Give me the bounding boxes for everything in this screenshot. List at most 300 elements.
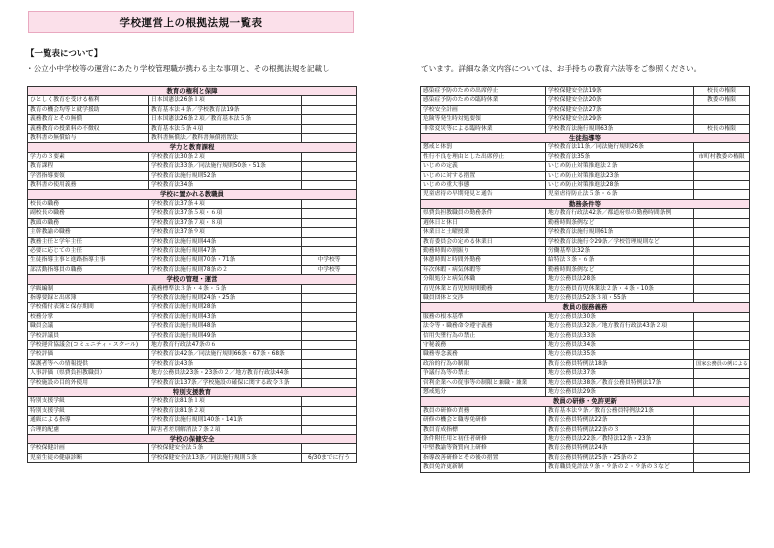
note-cell xyxy=(302,369,357,378)
table-row xyxy=(421,312,750,321)
table-row xyxy=(421,388,750,397)
matter-cell: 服務の根本基準 xyxy=(421,312,546,321)
matter-cell: 守秘義務 xyxy=(421,340,546,349)
matter-cell: いじめの重大事態 xyxy=(421,181,546,190)
matter-cell: ひとしく教育を受ける権利 xyxy=(28,96,149,105)
section-header-row xyxy=(28,143,357,152)
matter-cell: 児童虐待の早期発見と通告 xyxy=(421,190,546,199)
table-row xyxy=(28,134,357,143)
law-cell: 地方公務員法22条／教特法12条・23条 xyxy=(546,435,694,444)
table-row xyxy=(421,96,750,105)
matter-cell: 部活動指導員の職務 xyxy=(28,265,149,274)
law-cell: 教育公務員特例法24条 xyxy=(546,444,694,453)
law-cell: 学校教育法施行規則24条・25条 xyxy=(149,293,302,302)
section-title: 学校に置かれる教職員 xyxy=(28,190,357,199)
matter-cell: 校長の職務 xyxy=(28,199,149,208)
note-cell: 6/30までに行う xyxy=(302,453,357,462)
law-cell: 学校教育法施行規則28条 xyxy=(149,303,302,312)
note-cell xyxy=(302,406,357,415)
table-row xyxy=(421,463,750,472)
note-cell: 教委の権限 xyxy=(694,96,750,105)
note-cell xyxy=(302,115,357,124)
section-title: 勤務条件等 xyxy=(421,199,750,208)
law-cell: 学校教育法施行規則61条 xyxy=(546,228,694,237)
law-cell: 地方公務員法37条 xyxy=(546,369,694,378)
matter-cell: 学校備付表簿と保存期間 xyxy=(28,303,149,312)
matter-cell: 感染症予防のための臨時休業 xyxy=(421,96,546,105)
matter-cell: 職員会議 xyxy=(28,322,149,331)
law-cell: 学校教育法37条５項・６項 xyxy=(149,209,302,218)
table-row xyxy=(421,284,750,293)
matter-cell: 教務主任と学年主任 xyxy=(28,237,149,246)
law-cell: 障害者差別解消法７条２項 xyxy=(149,425,302,434)
matter-cell: 通級による指導 xyxy=(28,416,149,425)
matter-cell: 学校評価 xyxy=(28,350,149,359)
table-row xyxy=(421,322,750,331)
table-row xyxy=(421,406,750,415)
law-cell: 学校保健安全法29条 xyxy=(546,115,694,124)
note-cell xyxy=(302,293,357,302)
note-cell xyxy=(302,397,357,406)
note-cell xyxy=(302,303,357,312)
table-row xyxy=(421,237,750,246)
matter-cell: 必要に応じての主任 xyxy=(28,246,149,255)
note-cell: 校長の権限 xyxy=(694,87,750,96)
section-header-row xyxy=(28,87,357,96)
matter-cell: 教頭の職務 xyxy=(28,218,149,227)
note-cell xyxy=(694,228,750,237)
law-cell: 学校教育法42条／同法施行規則66条・67条・68条 xyxy=(149,350,302,359)
law-cell: 学校教育法施行規則47条 xyxy=(149,246,302,255)
note-cell xyxy=(302,162,357,171)
matter-cell: 副校長の職務 xyxy=(28,209,149,218)
matter-cell: 休憩時間と時間外勤務 xyxy=(421,256,546,265)
note-cell: 市町村教委の権限 xyxy=(694,152,750,161)
law-cell: 学校教育法施行規則49条 xyxy=(149,331,302,340)
matter-cell: 教科書の使用義務 xyxy=(28,181,149,190)
note-cell xyxy=(694,322,750,331)
note-cell xyxy=(694,388,750,397)
table-row xyxy=(28,218,357,227)
law-cell: 学校保健安全法27条 xyxy=(546,105,694,114)
note-cell xyxy=(302,340,357,349)
table-row xyxy=(28,265,357,274)
note-cell xyxy=(302,359,357,368)
law-cell: 地方公務員育児休業法２条・４条・10条 xyxy=(546,284,694,293)
table-row xyxy=(421,359,750,368)
matter-cell: 学校保健計画 xyxy=(28,444,149,453)
table-row xyxy=(28,105,357,114)
section-title: 学校の管理・運営 xyxy=(28,275,357,284)
matter-cell: 教員の研修の責務 xyxy=(421,406,546,415)
note-cell xyxy=(302,322,357,331)
note-cell xyxy=(302,425,357,434)
law-cell: 学校教育法43条 xyxy=(149,359,302,368)
law-cell: 地方公務員法52条３項・55条 xyxy=(546,293,694,302)
law-cell: いじめ防止対策推進法23条 xyxy=(546,171,694,180)
matter-cell: 学習指導要領 xyxy=(28,171,149,180)
intro-text-right: ています。詳細な条文内容については、お手持ちの教育六法等をご参照ください。 xyxy=(421,64,702,73)
table-row xyxy=(421,124,750,133)
table-row xyxy=(28,331,357,340)
table-row xyxy=(421,228,750,237)
law-cell: 学校保健安全法５条 xyxy=(149,444,302,453)
note-cell xyxy=(694,369,750,378)
table-row xyxy=(28,359,357,368)
law-cell: 学校教育法137条／学校施設の確保に関する政令３条 xyxy=(149,378,302,387)
note-cell xyxy=(302,312,357,321)
law-cell: 学校保健安全法13条／同法施行規則５条 xyxy=(149,453,302,462)
note-cell xyxy=(694,143,750,152)
table-row xyxy=(421,293,750,302)
note-cell xyxy=(302,134,357,143)
law-cell: 学校教育法37条７項・８項 xyxy=(149,218,302,227)
table-row xyxy=(28,228,357,237)
matter-cell: 週休日と休日 xyxy=(421,218,546,227)
note-cell xyxy=(302,284,357,293)
matter-cell: 教育課程 xyxy=(28,162,149,171)
note-cell xyxy=(302,218,357,227)
table-row xyxy=(421,246,750,255)
matter-cell: 児童生徒の健康診断 xyxy=(28,453,149,462)
section-header-row xyxy=(421,303,750,312)
table-row xyxy=(28,378,357,387)
law-cell: 地方公務員法32条／地方教育行政法43条２項 xyxy=(546,322,694,331)
section-title: 生徒指導等 xyxy=(421,134,750,143)
note-cell xyxy=(694,246,750,255)
note-cell xyxy=(694,312,750,321)
note-cell xyxy=(694,105,750,114)
note-cell xyxy=(694,340,750,349)
matter-cell: 教科書の無償給与 xyxy=(28,134,149,143)
note-cell xyxy=(694,453,750,462)
matter-cell: 研修の機会と職専免研修 xyxy=(421,416,546,425)
note-cell xyxy=(694,237,750,246)
matter-cell: 政治的行為の制限 xyxy=(421,359,546,368)
table-row xyxy=(421,256,750,265)
table-row xyxy=(421,152,750,161)
table-row xyxy=(421,275,750,284)
note-cell xyxy=(302,237,357,246)
law-cell: 学校教育法施行規則63条 xyxy=(546,124,694,133)
law-cell: 義務標準法３条・４条・５条 xyxy=(149,284,302,293)
law-cell: 日本国憲法26条１項 xyxy=(149,96,302,105)
note-cell xyxy=(694,181,750,190)
page-title: 学校運営上の根拠法規一覧表 xyxy=(28,11,354,33)
matter-cell: 教育委員会の定める休業日 xyxy=(421,237,546,246)
table-row xyxy=(28,312,357,321)
table-row xyxy=(421,340,750,349)
section-title: 学力と教育課程 xyxy=(28,143,357,152)
law-cell: 地方教育行政法42条／都道府県の勤務時間条例 xyxy=(546,209,694,218)
table-row xyxy=(421,378,750,387)
matter-cell: 学校安全計画 xyxy=(421,105,546,114)
law-cell: 学校教育法11条／同法施行規則26条 xyxy=(546,143,694,152)
note-cell xyxy=(694,425,750,434)
section-header-row xyxy=(421,397,750,406)
table-row xyxy=(421,425,750,434)
law-cell: 地方公務員法34条 xyxy=(546,340,694,349)
law-cell: 教科書無償法／教科書無償措置法 xyxy=(149,134,302,143)
matter-cell: 教員育成指標 xyxy=(421,425,546,434)
note-cell xyxy=(694,162,750,171)
table-row xyxy=(28,162,357,171)
intro-heading: 【一覧表について】 xyxy=(26,49,103,59)
note-cell xyxy=(694,171,750,180)
table-row xyxy=(421,143,750,152)
matter-cell: 中堅教諭等資質向上研修 xyxy=(421,444,546,453)
note-cell xyxy=(694,378,750,387)
matter-cell: 生徒指導主事と進路指導主事 xyxy=(28,256,149,265)
matter-cell: 学校評議員 xyxy=(28,331,149,340)
law-cell: 学校教育法施行規則48条 xyxy=(149,322,302,331)
matter-cell: 主幹教諭の職務 xyxy=(28,228,149,237)
matter-cell: 学校運営協議会(コミュニティ・スクール) xyxy=(28,340,149,349)
note-cell xyxy=(694,435,750,444)
law-cell: いじめ防止対策推進法28条 xyxy=(546,181,694,190)
matter-cell: 性行不良を理由とした出席停止 xyxy=(421,152,546,161)
note-cell xyxy=(694,416,750,425)
section-title: 教育の権利と保障 xyxy=(28,87,357,96)
table-row xyxy=(421,331,750,340)
table-row xyxy=(28,406,357,415)
law-cell: 学校教育法33条／同法施行規則50条・51条 xyxy=(149,162,302,171)
section-title: 教員の研修・免許更新 xyxy=(421,397,750,406)
table-row xyxy=(421,162,750,171)
law-cell: 学校教育法81条２項 xyxy=(149,406,302,415)
note-cell xyxy=(302,331,357,340)
table-row xyxy=(421,369,750,378)
law-cell: 学校教育法施行令29条／学校管理規則など xyxy=(546,237,694,246)
table-row xyxy=(28,171,357,180)
note-cell xyxy=(694,190,750,199)
law-cell: 労働基準法32条 xyxy=(546,246,694,255)
table-row xyxy=(421,209,750,218)
table-row xyxy=(28,397,357,406)
section-header-row xyxy=(28,190,357,199)
matter-cell: 県費負担教職員の勤務条件 xyxy=(421,209,546,218)
law-cell: 教育公務員特例法18条 xyxy=(546,359,694,368)
note-cell xyxy=(694,444,750,453)
law-cell: 学校教育法37条９項 xyxy=(149,228,302,237)
note-cell xyxy=(302,199,357,208)
note-cell xyxy=(302,444,357,453)
law-cell: 学校教育法34条 xyxy=(149,181,302,190)
note-cell xyxy=(302,246,357,255)
matter-cell: 教員免許更新制 xyxy=(421,463,546,472)
matter-cell: 危険等発生時対処要領 xyxy=(421,115,546,124)
note-cell xyxy=(302,152,357,161)
table-row xyxy=(28,256,357,265)
table-row xyxy=(421,190,750,199)
note-cell xyxy=(694,209,750,218)
matter-cell: 保護者等への情報提供 xyxy=(28,359,149,368)
table-row xyxy=(28,284,357,293)
law-cell: 教育公務員特例法22条の３ xyxy=(546,425,694,434)
matter-cell: 合理的配慮 xyxy=(28,425,149,434)
note-cell xyxy=(302,350,357,359)
law-cell: 学校教育法施行規則52条 xyxy=(149,171,302,180)
law-cell: 教育基本法９条／教育公務員特例法21条 xyxy=(546,406,694,415)
matter-cell: 学校施設の目的外使用 xyxy=(28,378,149,387)
law-cell: いじめ防止対策推進法２条 xyxy=(546,162,694,171)
matter-cell: 義務教育とその無償 xyxy=(28,115,149,124)
note-cell xyxy=(302,124,357,133)
law-cell: 学校教育法施行規則70条・71条 xyxy=(149,256,302,265)
table-row xyxy=(28,293,357,302)
table-row xyxy=(421,416,750,425)
note-cell xyxy=(694,218,750,227)
note-cell xyxy=(694,256,750,265)
note-cell: 校長の権限 xyxy=(694,124,750,133)
law-cell: 日本国憲法26条２項／教育基本法５条 xyxy=(149,115,302,124)
table-row xyxy=(28,124,357,133)
note-cell xyxy=(302,416,357,425)
matter-cell: 信用失墜行為の禁止 xyxy=(421,331,546,340)
matter-cell: 義務教育の授業料の不徴収 xyxy=(28,124,149,133)
table-row xyxy=(28,303,357,312)
note-cell xyxy=(694,265,750,274)
table-row xyxy=(28,115,357,124)
matter-cell: 育児休業と育児短時間勤務 xyxy=(421,284,546,293)
note-cell xyxy=(302,96,357,105)
law-cell: 学校保健安全法20条 xyxy=(546,96,694,105)
matter-cell: 法令等・職務命令遵守義務 xyxy=(421,322,546,331)
table-row xyxy=(28,96,357,105)
note-cell xyxy=(302,209,357,218)
table-row xyxy=(28,322,357,331)
matter-cell: 指導改善研修とその後の措置 xyxy=(421,453,546,462)
table-row xyxy=(421,181,750,190)
section-header-row xyxy=(28,275,357,284)
table-row xyxy=(421,350,750,359)
table-row xyxy=(421,115,750,124)
law-cell: 学校教育法施行規則140条・141条 xyxy=(149,416,302,425)
section-header-row xyxy=(28,388,357,397)
note-cell xyxy=(694,331,750,340)
matter-cell: いじめに対する措置 xyxy=(421,171,546,180)
matter-cell: 校務分掌 xyxy=(28,312,149,321)
table-row xyxy=(421,265,750,274)
table-row xyxy=(421,444,750,453)
law-cell: 地方公務員法35条 xyxy=(546,350,694,359)
matter-cell: 学力の３要素 xyxy=(28,152,149,161)
law-cell: 学校教育法30条２項 xyxy=(149,152,302,161)
note-cell xyxy=(302,228,357,237)
note-cell xyxy=(694,293,750,302)
law-cell: 教育公務員特例法22条 xyxy=(546,416,694,425)
table-row xyxy=(28,340,357,349)
matter-cell: 分限処分と病気休職 xyxy=(421,275,546,284)
matter-cell: 指導要録と出席簿 xyxy=(28,293,149,302)
note-cell xyxy=(694,350,750,359)
table-row xyxy=(28,199,357,208)
section-title: 特別支援教育 xyxy=(28,388,357,397)
matter-cell: 職員団体と交渉 xyxy=(421,293,546,302)
table-row xyxy=(421,218,750,227)
matter-cell: 条件附任用と初任者研修 xyxy=(421,435,546,444)
matter-cell: 争議行為等の禁止 xyxy=(421,369,546,378)
law-cell: 教育公務員特例法25条・25条の２ xyxy=(546,453,694,462)
note-cell xyxy=(694,284,750,293)
law-cell: 地方公務員法23条・23条の２／地方教育行政法44条 xyxy=(149,369,302,378)
table-row xyxy=(28,453,357,462)
matter-cell: いじめの定義 xyxy=(421,162,546,171)
law-cell: 児童虐待防止法５条・６条 xyxy=(546,190,694,199)
matter-cell: 懲戒処分 xyxy=(421,388,546,397)
note-cell xyxy=(694,115,750,124)
table-row xyxy=(28,181,357,190)
table-row xyxy=(28,369,357,378)
table-row xyxy=(28,350,357,359)
matter-cell: 非常変災等による臨時休業 xyxy=(421,124,546,133)
law-cell: 地方公務員法30条 xyxy=(546,312,694,321)
law-cell: 勤務時間条例など xyxy=(546,218,694,227)
law-cell: 学校教育法施行規則78条の２ xyxy=(149,265,302,274)
law-table-right xyxy=(420,86,750,473)
note-cell xyxy=(694,406,750,415)
matter-cell: 教育の機会均等と就学援助 xyxy=(28,105,149,114)
table-row xyxy=(28,444,357,453)
table-row xyxy=(28,246,357,255)
note-cell xyxy=(302,171,357,180)
table-row xyxy=(421,453,750,462)
law-cell: 地方公務員法29条 xyxy=(546,388,694,397)
law-table-left xyxy=(27,86,357,463)
section-title: 教員の服務義務 xyxy=(421,303,750,312)
table-row xyxy=(421,87,750,96)
matter-cell: 年次休暇・病気休暇等 xyxy=(421,265,546,274)
law-cell: 教育基本法５条４項 xyxy=(149,124,302,133)
table-row xyxy=(28,425,357,434)
law-cell: 学校教育法81条１項 xyxy=(149,397,302,406)
note-cell xyxy=(302,181,357,190)
note-cell xyxy=(302,105,357,114)
law-cell: 勤務時間条例など xyxy=(546,265,694,274)
matter-cell: 特別支援学級 xyxy=(28,397,149,406)
section-header-row xyxy=(421,134,750,143)
law-cell: 教育職員免許法９条・９条の２・９条の３など xyxy=(546,463,694,472)
note-cell: 中学校等 xyxy=(302,256,357,265)
law-cell: 学校教育法施行規則43条 xyxy=(149,312,302,321)
note-cell xyxy=(694,463,750,472)
table-row xyxy=(28,152,357,161)
law-cell: 地方公務員法33条 xyxy=(546,331,694,340)
matter-cell: 学級編制 xyxy=(28,284,149,293)
law-cell: 地方公務員法38条／教育公務員特例法17条 xyxy=(546,378,694,387)
note-cell xyxy=(302,378,357,387)
matter-cell: 特別支援学級 xyxy=(28,406,149,415)
matter-cell: 休業日と土曜授業 xyxy=(421,228,546,237)
matter-cell: 勤務時間の割振り xyxy=(421,246,546,255)
section-header-row xyxy=(421,199,750,208)
note-cell: 中学校等 xyxy=(302,265,357,274)
law-cell: 地方公務員法28条 xyxy=(546,275,694,284)
section-title: 学校の保健安全 xyxy=(28,435,357,444)
law-cell: 学校教育法35条 xyxy=(546,152,694,161)
matter-cell: 職務専念義務 xyxy=(421,350,546,359)
table-row xyxy=(28,237,357,246)
matter-cell: 人事評価（県費負担教職員） xyxy=(28,369,149,378)
matter-cell: 懲戒と体罰 xyxy=(421,143,546,152)
law-cell: 給特法３条・６条 xyxy=(546,256,694,265)
matter-cell: 営利企業への従事等の制限と兼職・兼業 xyxy=(421,378,546,387)
note-cell: 国家公務員の例による xyxy=(694,359,750,368)
note-cell xyxy=(694,275,750,284)
table-row xyxy=(421,435,750,444)
intro-text-left: ・公立小中学校等の運営にあたり学校管理職が携わる主な事項と、その根拠法規を記載し xyxy=(26,64,330,73)
law-cell: 地方教育行政法47条の６ xyxy=(149,340,302,349)
